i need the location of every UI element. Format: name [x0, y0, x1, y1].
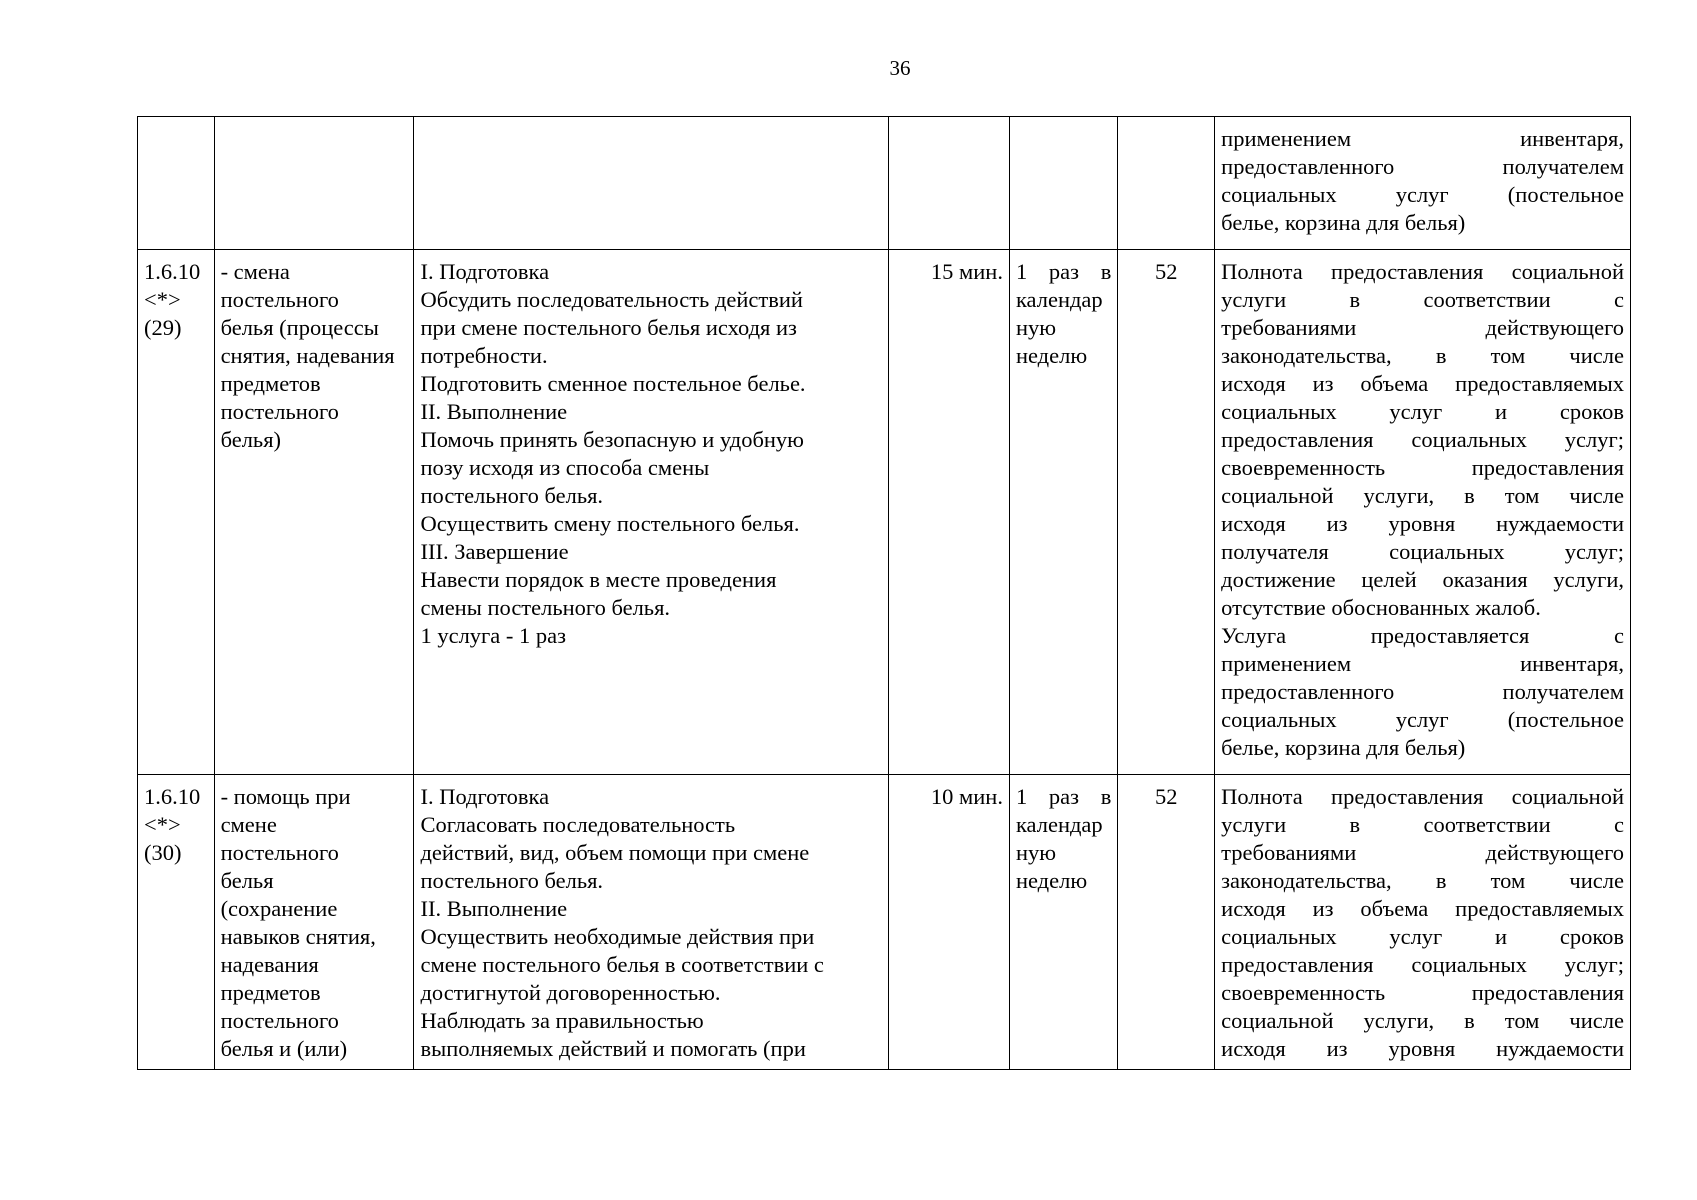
cell-quality	[1215, 250, 1631, 775]
table-row-continuation	[138, 117, 1631, 250]
frequency-line: 1 раз в	[1015, 259, 1112, 284]
quality-line: Полнота предоставления социальной	[1221, 784, 1624, 809]
cell-time: 10 мин.	[888, 775, 1009, 1070]
cell-count	[1118, 117, 1215, 250]
name-line: предметов	[220, 980, 321, 1005]
name-line: предметов	[220, 371, 321, 396]
name-line: постельного	[220, 287, 339, 312]
name-line: постельного	[220, 1008, 339, 1033]
number-line: (30)	[144, 840, 182, 865]
frequency-line: неделю	[1015, 868, 1088, 893]
name-line: белья	[220, 868, 274, 893]
quality-line: законодательства, в том числе	[1221, 343, 1624, 368]
cell-frequency	[1009, 775, 1117, 1070]
quality-line: белье, корзина для белья)	[1221, 735, 1466, 760]
frequency-line: неделю	[1015, 343, 1088, 368]
quality-line: получателя социальных услуг;	[1221, 539, 1624, 564]
quality-line: социальной услуги, в том числе	[1221, 483, 1624, 508]
number-line: <*>	[144, 287, 181, 312]
name-line: надевания	[220, 952, 319, 977]
name-line: белья и (или)	[220, 1036, 348, 1061]
frequency-line: календар	[1015, 287, 1103, 312]
quality-line: социальных услуг и сроков	[1221, 924, 1624, 949]
name-line: постельного	[220, 399, 339, 424]
quality-line: социальных услуг и сроков	[1221, 399, 1624, 424]
description-line: потребности.	[420, 343, 548, 368]
quality-line: Услуга предоставляется с	[1221, 623, 1624, 648]
page-number: 36	[889, 56, 911, 80]
name-line: - смена	[220, 259, 290, 284]
quality-line: исходя из уровня нуждаемости	[1221, 511, 1624, 536]
quality-line: социальной услуги, в том числе	[1221, 1008, 1624, 1033]
quality-line: белье, корзина для белья)	[1221, 210, 1466, 235]
table-row	[138, 250, 1631, 775]
number-line: 1.6.10	[144, 259, 201, 284]
quality-line: отсутствие обоснованных жалоб.	[1221, 595, 1541, 620]
quality-line: предоставленного получателем	[1221, 154, 1624, 179]
quality-line: исходя из объема предоставляемых	[1221, 896, 1624, 921]
quality-line: Полнота предоставления социальной	[1221, 259, 1624, 284]
description-line: действий, вид, объем помощи при смене	[420, 840, 810, 865]
quality-line: услуги в соответствии с	[1221, 812, 1624, 837]
quality-line: достижение целей оказания услуги,	[1221, 567, 1624, 592]
description-line: Обсудить последовательность действий	[420, 287, 803, 312]
description-line: I. Подготовка	[420, 259, 550, 284]
description-line: постельного белья.	[420, 868, 604, 893]
cell-frequency	[1009, 250, 1117, 775]
description-line: II. Выполнение	[420, 399, 568, 424]
quality-line: предоставления социальных услуг;	[1221, 427, 1624, 452]
description-line: Осуществить смену постельного белья.	[420, 511, 800, 536]
name-line: постельного	[220, 840, 339, 865]
name-line: белья)	[220, 427, 282, 452]
name-line: - помощь при	[220, 784, 351, 809]
table-row	[138, 775, 1631, 1070]
description-line: III. Завершение	[420, 539, 569, 564]
description-line: Осуществить необходимые действия при	[420, 924, 815, 949]
cell-description	[414, 117, 888, 250]
number-line: (29)	[144, 315, 182, 340]
number-line: <*>	[144, 812, 181, 837]
quality-line: социальных услуг (постельное	[1221, 182, 1624, 207]
cell-description	[414, 250, 888, 775]
frequency-line: календар	[1015, 812, 1103, 837]
services-table	[137, 116, 1631, 1070]
quality-line: предоставления социальных услуг;	[1221, 952, 1624, 977]
quality-line: применением инвентаря,	[1221, 651, 1624, 676]
description-line: Наблюдать за правильностью	[420, 1008, 704, 1033]
quality-line: исходя из уровня нуждаемости	[1221, 1036, 1624, 1061]
quality-line: предоставленного получателем	[1221, 679, 1624, 704]
name-line: смене	[220, 812, 277, 837]
cell-quality	[1215, 117, 1631, 250]
description-line: Подготовить сменное постельное белье.	[420, 371, 806, 396]
cell-quality	[1215, 775, 1631, 1070]
cell-count: 52	[1118, 250, 1215, 775]
description-line: выполняемых действий и помогать (при	[420, 1036, 806, 1061]
quality-line: требованиями действующего	[1221, 315, 1624, 340]
quality-line: социальных услуг (постельное	[1221, 707, 1624, 732]
description-line: I. Подготовка	[420, 784, 550, 809]
quality-line: своевременность предоставления	[1221, 980, 1624, 1005]
quality-line: законодательства, в том числе	[1221, 868, 1624, 893]
description-line: Навести порядок в месте проведения	[420, 567, 777, 592]
quality-line: исходя из объема предоставляемых	[1221, 371, 1624, 396]
frequency-line: ную	[1015, 840, 1057, 865]
description-line: Помочь принять безопасную и удобную	[420, 427, 804, 452]
cell-number	[138, 775, 215, 1070]
quality-line: требованиями действующего	[1221, 840, 1624, 865]
number-line: 1.6.10	[144, 784, 201, 809]
cell-number	[138, 250, 215, 775]
name-line: белья (процессы	[220, 315, 379, 340]
description-line: при смене постельного белья исходя из	[420, 315, 797, 340]
cell-name	[214, 775, 414, 1070]
description-line: смене постельного белья в соответствии с	[420, 952, 824, 977]
quality-line: услуги в соответствии с	[1221, 287, 1624, 312]
cell-frequency	[1009, 117, 1117, 250]
quality-line: применением инвентаря,	[1221, 126, 1624, 151]
description-line: II. Выполнение	[420, 896, 568, 921]
description-line: достигнутой договоренностью.	[420, 980, 721, 1005]
cell-name	[214, 250, 414, 775]
name-line: (сохранение	[220, 896, 338, 921]
cell-description	[414, 775, 888, 1070]
quality-line: своевременность предоставления	[1221, 455, 1624, 480]
description-line: 1 услуга - 1 раз	[420, 623, 567, 648]
description-line: позу исходя из способа смены	[420, 455, 710, 480]
name-line: снятия, надевания	[220, 343, 395, 368]
frequency-line: 1 раз в	[1015, 784, 1112, 809]
description-line: постельного белья.	[420, 483, 604, 508]
description-line: Согласовать последовательность	[420, 812, 736, 837]
cell-time: 15 мин.	[888, 250, 1009, 775]
frequency-line: ную	[1015, 315, 1057, 340]
cell-count: 52	[1118, 775, 1215, 1070]
name-line: навыков снятия,	[220, 924, 376, 949]
description-line: смены постельного белья.	[420, 595, 671, 620]
cell-time	[888, 117, 1009, 250]
cell-number	[138, 117, 215, 250]
cell-name	[214, 117, 414, 250]
